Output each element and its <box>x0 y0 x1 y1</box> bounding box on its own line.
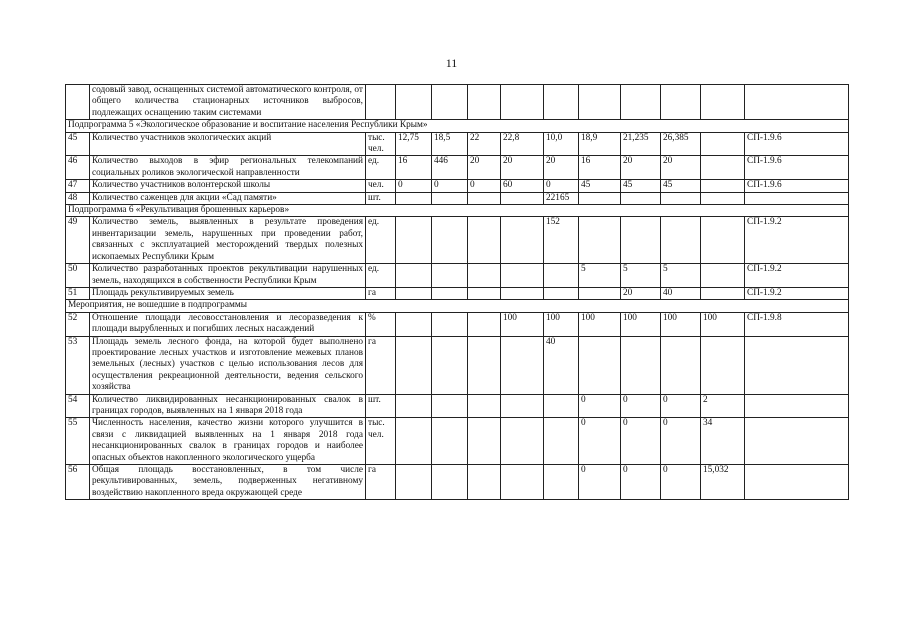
value-cell: 16 <box>579 156 621 180</box>
value-cell <box>701 336 745 394</box>
value-cell <box>501 394 544 418</box>
table-row <box>66 192 849 204</box>
row-number: 49 <box>66 217 90 264</box>
indicators-table <box>65 84 849 500</box>
value-cell: 0 <box>621 394 661 418</box>
value-cell: 34 <box>701 418 745 465</box>
value-cell <box>701 156 745 180</box>
value-cell <box>501 192 544 204</box>
indicator-name: Общая площадь восстановленных, в том числе рекультивированных, земель, подверженных негативному воздействию накопленного вреда окружающей среде <box>90 465 366 500</box>
indicator-name: Численность населения, качество жизни которого улучшится в связи с ликвидацией выявленных на 1 января 2018 года несанкционированных свалок в границах городов и наиболее опасных объектов накопленного экологического ущерба <box>90 418 366 465</box>
indicator-name: содовый завод, оснащенных системой автоматического контроля, от общего количества стационарных источников выбросов, подлежащих оснащению таким системами <box>90 85 366 120</box>
value-cell: 20 <box>621 156 661 180</box>
value-cell: 20 <box>621 287 661 299</box>
source-code: СП-1.9.2 <box>745 264 849 288</box>
indicator-name: Отношение площади лесовосстановления и лесоразведения к площади вырубленных и погибших лесных насаждений <box>90 312 366 336</box>
value-cell: 10,0 <box>544 132 579 156</box>
value-cell: 18,9 <box>579 132 621 156</box>
section-title: Подпрограмма 5 «Экологическое образование и воспитание населения Республики Крым» <box>66 120 849 132</box>
value-cell <box>621 217 661 264</box>
row-number <box>66 85 90 120</box>
value-cell <box>579 192 621 204</box>
value-cell <box>701 264 745 288</box>
section-title: Подпрограмма 6 «Рекультивация брошенных карьеров» <box>66 205 849 217</box>
value-cell <box>468 336 501 394</box>
row-number: 45 <box>66 132 90 156</box>
row-number: 55 <box>66 418 90 465</box>
section-title: Мероприятия, не вошедшие в подпрограммы <box>66 300 849 312</box>
source-code: СП-1.9.8 <box>745 312 849 336</box>
table-row <box>66 312 849 336</box>
row-number: 46 <box>66 156 90 180</box>
value-cell <box>579 217 621 264</box>
value-cell <box>396 217 432 264</box>
value-cell <box>396 85 432 120</box>
table-body <box>66 85 849 500</box>
value-cell: 0 <box>468 180 501 192</box>
value-cell <box>468 418 501 465</box>
value-cell <box>544 85 579 120</box>
value-cell: 40 <box>661 287 701 299</box>
value-cell <box>432 264 468 288</box>
value-cell <box>396 418 432 465</box>
indicator-name: Количество выходов в эфир региональных телекомпаний социальных роликов экологической направленности <box>90 156 366 180</box>
value-cell <box>396 336 432 394</box>
value-cell: 16 <box>396 156 432 180</box>
source-code <box>745 85 849 120</box>
source-code: СП-1.9.2 <box>745 287 849 299</box>
value-cell <box>432 192 468 204</box>
value-cell <box>501 287 544 299</box>
indicator-name: Площадь рекультивируемых земель <box>90 287 366 299</box>
value-cell: 22,8 <box>501 132 544 156</box>
row-number: 53 <box>66 336 90 394</box>
value-cell <box>432 418 468 465</box>
unit: га <box>366 336 396 394</box>
value-cell: 0 <box>544 180 579 192</box>
value-cell: 0 <box>396 180 432 192</box>
value-cell: 0 <box>661 394 701 418</box>
value-cell: 12,75 <box>396 132 432 156</box>
value-cell <box>544 418 579 465</box>
value-cell <box>544 465 579 500</box>
value-cell <box>544 394 579 418</box>
value-cell: 100 <box>579 312 621 336</box>
source-code <box>745 465 849 500</box>
page-number: 11 <box>445 56 458 70</box>
row-number: 48 <box>66 192 90 204</box>
value-cell: 152 <box>544 217 579 264</box>
unit: га <box>366 465 396 500</box>
table-row <box>66 465 849 500</box>
value-cell <box>468 287 501 299</box>
source-code <box>745 418 849 465</box>
value-cell <box>579 287 621 299</box>
indicator-name: Количество саженцев для акции «Сад памяти» <box>90 192 366 204</box>
row-number: 47 <box>66 180 90 192</box>
row-number: 50 <box>66 264 90 288</box>
value-cell <box>701 287 745 299</box>
value-cell <box>701 192 745 204</box>
unit: тыс. чел. <box>366 418 396 465</box>
table-row <box>66 132 849 156</box>
value-cell: 446 <box>432 156 468 180</box>
value-cell <box>501 217 544 264</box>
value-cell: 0 <box>621 465 661 500</box>
unit <box>366 85 396 120</box>
value-cell: 40 <box>544 336 579 394</box>
row-number: 54 <box>66 394 90 418</box>
value-cell <box>468 217 501 264</box>
table-row <box>66 180 849 192</box>
value-cell: 5 <box>621 264 661 288</box>
value-cell <box>701 85 745 120</box>
value-cell: 2 <box>701 394 745 418</box>
value-cell <box>432 287 468 299</box>
value-cell <box>701 180 745 192</box>
source-code: СП-1.9.2 <box>745 217 849 264</box>
indicator-name: Количество ликвидированных несанкционированных свалок в границах городов, выявленных на 1 января 2018 года <box>90 394 366 418</box>
section-header-row <box>66 120 849 132</box>
unit: ед. <box>366 156 396 180</box>
value-cell: 0 <box>579 465 621 500</box>
indicator-name: Количество участников экологических акций <box>90 132 366 156</box>
value-cell: 20 <box>544 156 579 180</box>
value-cell <box>432 312 468 336</box>
value-cell <box>468 85 501 120</box>
value-cell <box>701 132 745 156</box>
value-cell <box>432 336 468 394</box>
value-cell <box>501 264 544 288</box>
table-row <box>66 264 849 288</box>
section-header-row <box>66 205 849 217</box>
row-number: 51 <box>66 287 90 299</box>
value-cell <box>396 394 432 418</box>
value-cell <box>432 85 468 120</box>
value-cell: 5 <box>661 264 701 288</box>
value-cell: 45 <box>661 180 701 192</box>
section-header-row <box>66 300 849 312</box>
table-row <box>66 217 849 264</box>
value-cell <box>621 85 661 120</box>
indicator-name: Количество разработанных проектов рекультивации нарушенных земель, находящихся в собственности Республики Крым <box>90 264 366 288</box>
value-cell <box>396 192 432 204</box>
value-cell <box>661 217 701 264</box>
value-cell <box>468 192 501 204</box>
value-cell: 100 <box>544 312 579 336</box>
value-cell <box>396 264 432 288</box>
table-row <box>66 394 849 418</box>
value-cell <box>396 465 432 500</box>
value-cell: 20 <box>468 156 501 180</box>
value-cell: 100 <box>621 312 661 336</box>
table-row <box>66 336 849 394</box>
value-cell: 15,032 <box>701 465 745 500</box>
value-cell <box>501 85 544 120</box>
value-cell: 21,235 <box>621 132 661 156</box>
value-cell: 22 <box>468 132 501 156</box>
unit: шт. <box>366 394 396 418</box>
source-code <box>745 336 849 394</box>
table-row <box>66 287 849 299</box>
value-cell <box>621 192 661 204</box>
source-code: СП-1.9.6 <box>745 132 849 156</box>
value-cell <box>468 312 501 336</box>
source-code <box>745 192 849 204</box>
value-cell <box>468 394 501 418</box>
unit: чел. <box>366 180 396 192</box>
value-cell: 0 <box>621 418 661 465</box>
unit: тыс. чел. <box>366 132 396 156</box>
value-cell <box>396 312 432 336</box>
value-cell <box>661 192 701 204</box>
value-cell: 0 <box>579 394 621 418</box>
unit: ед. <box>366 264 396 288</box>
value-cell <box>432 394 468 418</box>
value-cell <box>661 85 701 120</box>
value-cell: 22165 <box>544 192 579 204</box>
value-cell: 20 <box>501 156 544 180</box>
row-number: 56 <box>66 465 90 500</box>
unit: ед. <box>366 217 396 264</box>
value-cell <box>396 287 432 299</box>
value-cell: 45 <box>579 180 621 192</box>
value-cell: 26,385 <box>661 132 701 156</box>
value-cell <box>661 336 701 394</box>
value-cell: 0 <box>661 465 701 500</box>
value-cell: 100 <box>501 312 544 336</box>
value-cell: 20 <box>661 156 701 180</box>
value-cell <box>501 336 544 394</box>
value-cell <box>701 217 745 264</box>
unit: % <box>366 312 396 336</box>
value-cell <box>501 465 544 500</box>
value-cell: 100 <box>701 312 745 336</box>
value-cell <box>579 336 621 394</box>
value-cell: 5 <box>579 264 621 288</box>
unit: шт. <box>366 192 396 204</box>
value-cell: 100 <box>661 312 701 336</box>
table-row <box>66 85 849 120</box>
value-cell <box>432 465 468 500</box>
source-code: СП-1.9.6 <box>745 156 849 180</box>
value-cell <box>468 264 501 288</box>
value-cell <box>544 287 579 299</box>
value-cell: 0 <box>432 180 468 192</box>
value-cell <box>468 465 501 500</box>
source-code <box>745 394 849 418</box>
value-cell: 60 <box>501 180 544 192</box>
table-row <box>66 418 849 465</box>
value-cell: 45 <box>621 180 661 192</box>
table-row <box>66 156 849 180</box>
value-cell <box>621 336 661 394</box>
indicator-name: Площадь земель лесного фонда, на которой будет выполнено проектирование лесных участков и изготовление межевых планов земельных (лесных) участков с целью использования лесов для осуществления рекреационной деятельности, ведения сельского хозяйства <box>90 336 366 394</box>
indicator-name: Количество участников волонтерской школы <box>90 180 366 192</box>
unit: га <box>366 287 396 299</box>
value-cell: 18,5 <box>432 132 468 156</box>
value-cell <box>579 85 621 120</box>
value-cell <box>432 217 468 264</box>
value-cell <box>544 264 579 288</box>
value-cell: 0 <box>661 418 701 465</box>
value-cell <box>501 418 544 465</box>
source-code: СП-1.9.6 <box>745 180 849 192</box>
value-cell: 0 <box>579 418 621 465</box>
indicator-name: Количество земель, выявленных в результате проведения инвентаризации земель, нарушенных при проведении работ, связанных с эксплуатацией месторождений твердых полезных ископаемых Республики Крым <box>90 217 366 264</box>
row-number: 52 <box>66 312 90 336</box>
